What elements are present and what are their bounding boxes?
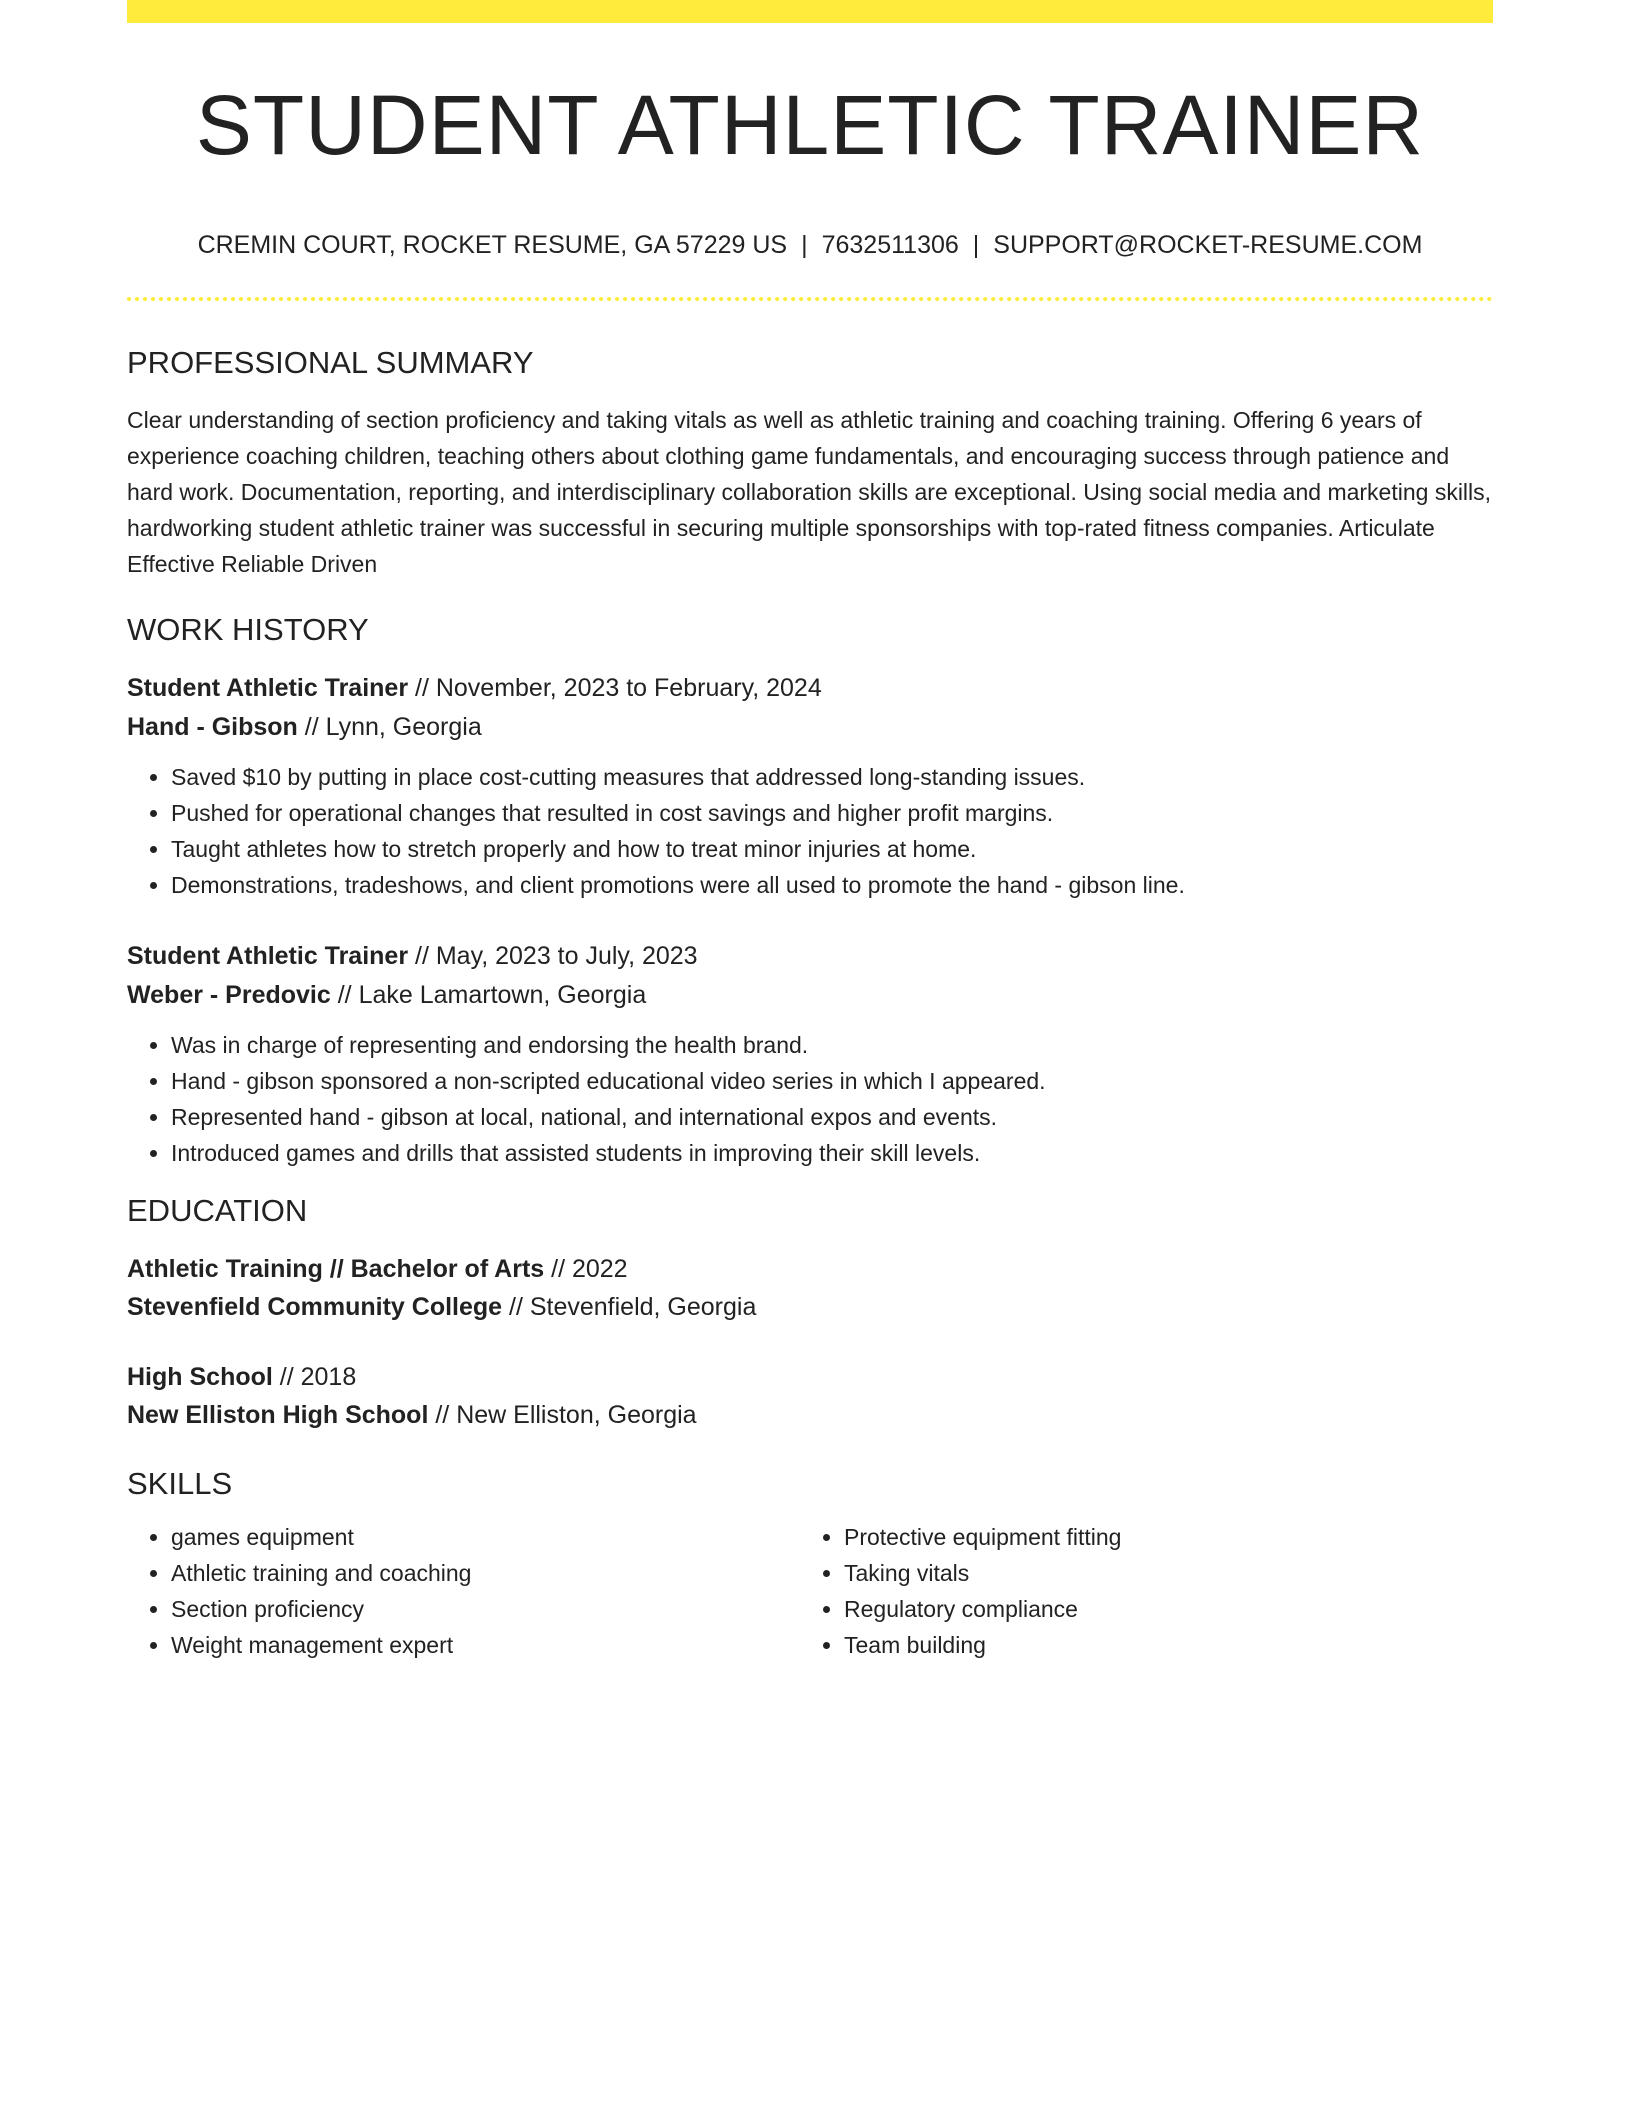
contact-phone: 7632511306 (821, 231, 959, 259)
list-item: • Athletic training and coaching (171, 1555, 800, 1591)
job-bullets (127, 759, 1493, 903)
list-item: • Was in charge of representing and endorsing the health brand. (171, 1027, 1493, 1063)
education-entry (127, 1250, 1493, 1326)
education-entry (127, 1358, 1493, 1434)
skills-heading: SKILLS (127, 1466, 233, 1501)
contact-separator: | (972, 231, 980, 259)
education-heading: EDUCATION (127, 1193, 308, 1228)
job-company-line (127, 976, 1493, 1015)
list-item: • Hand - gibson sponsored a non-scripted educational video series in which I appeared. (171, 1063, 1493, 1099)
candidate-name: STUDENT ATHLETIC TRAINER (195, 78, 1425, 172)
job-dates: // November, 2023 to February, 2024 (408, 674, 822, 702)
school-name: Stevenfield Community College (127, 1293, 503, 1321)
contact-address: CREMIN COURT, ROCKET RESUME, GA 57229 US (197, 231, 788, 259)
job-role: Student Athletic Trainer (127, 674, 409, 702)
contact-email: SUPPORT@ROCKET-RESUME.COM (993, 231, 1423, 259)
list-item: • Pushed for operational changes that resulted in cost savings and higher profit margins. (171, 795, 1493, 831)
contact-line (127, 233, 1493, 258)
job-company: Weber - Predovic (127, 981, 331, 1009)
list-item: • Demonstrations, tradeshows, and client promotions were all used to promote the hand - gibson line. (171, 867, 1493, 903)
school-line (127, 1396, 1493, 1434)
list-item: • Saved $10 by putting in place cost-cutting measures that addressed long-standing issues. (171, 759, 1493, 795)
resume-page (127, 0, 1493, 1663)
list-item: • Taking vitals (844, 1555, 1473, 1591)
skills-right-column (800, 1519, 1473, 1663)
degree: High School (127, 1363, 273, 1391)
skills-left-column (127, 1519, 800, 1663)
list-item: • Introduced games and drills that assisted students in improving their skill levels. (171, 1135, 1493, 1171)
job-bullets (127, 1027, 1493, 1171)
job-title-line (127, 937, 1493, 976)
degree-line (127, 1250, 1493, 1288)
job-entry (127, 937, 1493, 1171)
top-accent-bar (127, 0, 1493, 23)
summary-heading: PROFESSIONAL SUMMARY (127, 345, 534, 380)
list-item: • Section proficiency (171, 1591, 800, 1627)
job-company: Hand - Gibson (127, 713, 298, 741)
job-location: // Lynn, Georgia (297, 713, 482, 741)
list-item: • Regulatory compliance (844, 1591, 1473, 1627)
graduation-year: // 2022 (544, 1255, 628, 1283)
school-location: // Stevenfield, Georgia (502, 1293, 757, 1321)
work-history-heading: WORK HISTORY (127, 612, 369, 647)
header-divider (127, 297, 1493, 301)
job-company-line (127, 708, 1493, 747)
school-location: // New Elliston, Georgia (428, 1401, 697, 1429)
summary-text: Clear understanding of section proficiency and taking vitals as well as athletic training and coaching training. Offering 6 years of experience coaching children, teaching others about clothing game fundamentals, and encouraging success through patience and hard work. Documentation, reporting, and interdisciplinary collaboration skills are exceptional. Using social media and marketing skills, hardworking student athletic trainer was successful in securing multiple sponsorships with top-rated fitness companies. Articulate Effective Reliable Driven (127, 407, 1492, 577)
school-name: New Elliston High School (127, 1401, 429, 1429)
list-item: • Team building (844, 1627, 1473, 1663)
skills-columns (127, 1519, 1493, 1663)
contact-separator: | (801, 231, 808, 259)
school-line (127, 1288, 1493, 1326)
degree: Athletic Training // Bachelor of Arts (127, 1255, 545, 1283)
list-item: • Represented hand - gibson at local, national, and international expos and events. (171, 1099, 1493, 1135)
graduation-year: // 2018 (272, 1363, 357, 1391)
job-entry (127, 669, 1493, 903)
job-title-line (127, 669, 1493, 708)
list-item: • Weight management expert (171, 1627, 800, 1663)
job-role: Student Athletic Trainer (127, 942, 409, 970)
list-item: • games equipment (171, 1519, 800, 1555)
job-dates: // May, 2023 to July, 2023 (408, 942, 698, 970)
list-item: • Protective equipment fitting (844, 1519, 1473, 1555)
list-item: • Taught athletes how to stretch properly and how to treat minor injuries at home. (171, 831, 1493, 867)
degree-line (127, 1358, 1493, 1396)
job-location: // Lake Lamartown, Georgia (330, 981, 647, 1009)
